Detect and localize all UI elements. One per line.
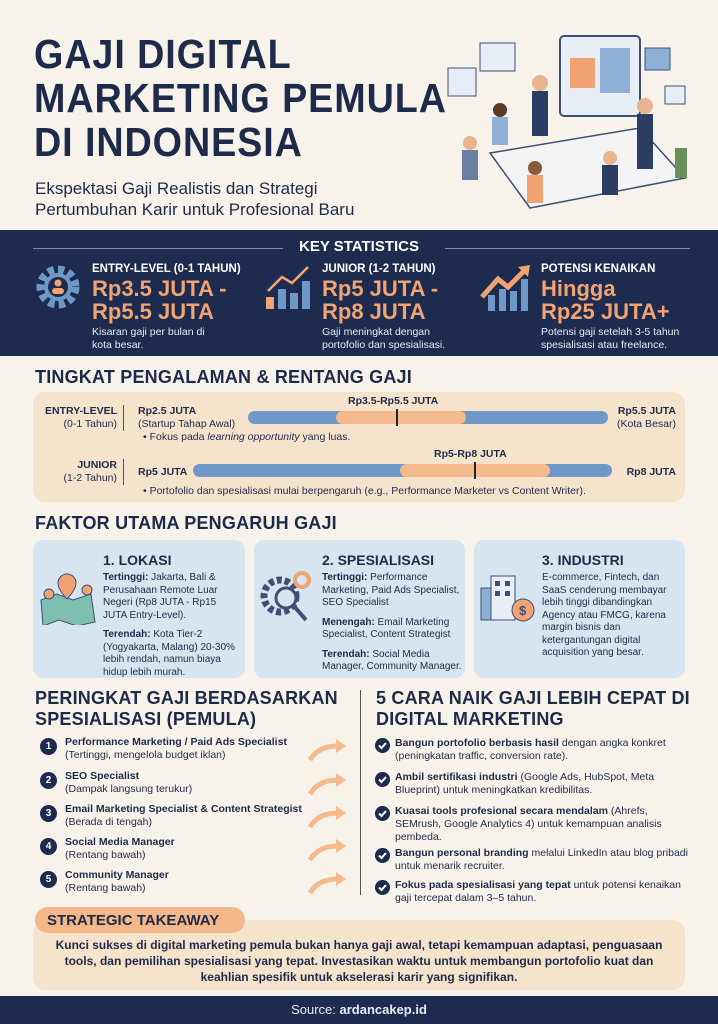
- ranking-item: [40, 836, 340, 862]
- factor-card-industry: [474, 540, 685, 678]
- min-value: Rp2.5 JUTA: [138, 405, 197, 417]
- text: Jakarta, Bali & Perusahaan Remote Luar Negeri (Rp8 JUTA - Rp15 JUTA Entry-Level).: [103, 572, 218, 621]
- tip-bold: Ambil sertifikasi industri: [395, 771, 518, 783]
- entry-min: [138, 405, 235, 431]
- source-link[interactable]: ardancakep.id: [339, 1002, 427, 1017]
- stat-value: Rp3.5 JUTA -: [92, 276, 227, 301]
- level-years: (0-1 Tahun): [63, 418, 117, 430]
- rank-number: 1: [40, 738, 57, 755]
- stat-value: Rp25 JUTA+: [541, 299, 670, 324]
- tip-item: [375, 771, 695, 797]
- junior-max: Rp8 JUTA: [626, 466, 676, 478]
- tips-title: [376, 688, 690, 730]
- junior-range-marker: [474, 462, 476, 479]
- subtitle-line: Ekspektasi Gaji Realistis dan Strategi: [35, 179, 318, 198]
- stat-label: JUNIOR (1-2 TAHUN): [322, 263, 436, 275]
- footer: [0, 996, 718, 1024]
- entry-range-label: Rp3.5-Rp5.5 JUTA: [348, 395, 439, 407]
- bold-label: Tertinggi:: [103, 572, 149, 583]
- ranking-title: [35, 688, 338, 730]
- entry-range-bar: [248, 411, 608, 424]
- check-circle-icon: [375, 848, 390, 863]
- tip-item: [375, 737, 695, 763]
- stat-potential: [541, 263, 679, 352]
- title-line: PERINGKAT GAJI BERDASARKAN: [35, 688, 338, 708]
- tip-text: (Google Ads, HubSpot, Meta Blueprint) untuk meningkatkan kredibilitas.: [395, 771, 655, 796]
- junior-bullet: • Portofolio dan spesialisasi mulai berpengaruh (e.g., Performance Marketer vs Content Writer).: [143, 485, 586, 497]
- building-money-icon: [479, 574, 539, 624]
- stat-junior: [322, 263, 445, 352]
- tip-item: [375, 847, 695, 873]
- stat-label: ENTRY-LEVEL (0-1 TAHUN): [92, 263, 241, 275]
- rank-note: (Rentang bawah): [65, 849, 146, 861]
- title-line: MARKETING PEMULA: [34, 75, 447, 121]
- entry-range-highlight: [336, 411, 466, 424]
- card-paragraph: [103, 629, 241, 679]
- stat-value: Hingga: [541, 276, 616, 301]
- gear-person-icon: [33, 262, 83, 312]
- arrow-icon: [308, 871, 348, 895]
- stat-desc: Kisaran gaji per bulan di: [92, 326, 205, 338]
- check-circle-icon: [375, 880, 390, 895]
- entry-level-label: [40, 405, 124, 431]
- ranking-item: [40, 770, 340, 796]
- check-circle-icon: [375, 806, 390, 821]
- text: Social Media Manager, Community Manager.: [322, 648, 462, 672]
- entry-max: [617, 405, 676, 431]
- ranking-item: [40, 869, 340, 895]
- factor-card-location: [33, 540, 245, 678]
- rank-name: Performance Marketing / Paid Ads Specialist: [65, 736, 287, 748]
- junior-range-bar: [193, 464, 612, 477]
- rank-name: SEO Specialist: [65, 770, 140, 782]
- gear-magnifier-icon: [258, 570, 318, 625]
- title-line: GAJI DIGITAL: [34, 31, 292, 77]
- source-label: Source:: [291, 1002, 340, 1017]
- card-paragraph: [322, 617, 462, 642]
- tip-text: dengan angka konkret (peningkatan traffic, conversion rate).: [395, 737, 666, 762]
- stat-value: Rp5.5 JUTA: [92, 299, 214, 324]
- card-paragraph: [103, 572, 241, 622]
- rank-note: (Rentang bawah): [65, 882, 146, 894]
- level-name: ENTRY-LEVEL: [45, 405, 117, 417]
- card-title: 3. INDUSTRI: [542, 552, 624, 568]
- rank-name: Community Manager: [65, 869, 169, 881]
- bullet-emphasis: learning opportunity: [207, 431, 300, 443]
- rank-note: (Berada di tengah): [65, 816, 152, 828]
- growth-arrow-icon: [480, 265, 532, 313]
- entry-bullet: [143, 431, 350, 444]
- takeaway-title: STRATEGIC TAKEAWAY: [35, 907, 245, 933]
- svg-text:$: $: [519, 603, 527, 618]
- level-years: (1-2 Tahun): [63, 472, 117, 484]
- title-line: SPESIALISASI (PEMULA): [35, 709, 257, 729]
- rank-name: Email Marketing Specialist & Content Strategist: [65, 803, 302, 815]
- arrow-icon: [308, 738, 348, 762]
- stat-value: Rp5 JUTA -: [322, 276, 439, 301]
- rank-number: 5: [40, 871, 57, 888]
- stat-desc: Gaji meningkat dengan: [322, 326, 430, 338]
- arrow-icon: [308, 772, 348, 796]
- card-paragraph: [322, 572, 462, 610]
- tip-item: [375, 805, 695, 844]
- title-line: 5 CARA NAIK GAJI LEBIH CEPAT DI: [376, 688, 690, 708]
- stat-value: Rp8 JUTA: [322, 299, 426, 324]
- stat-desc: portofolio dan spesialisasi.: [322, 339, 446, 351]
- max-note: (Kota Besar): [617, 418, 676, 430]
- card-title: 1. LOKASI: [103, 552, 172, 568]
- tip-bold: Bangun portofolio berbasis hasil: [395, 737, 559, 749]
- key-statistics-title: KEY STATISTICS: [0, 238, 718, 255]
- rank-number: 2: [40, 772, 57, 789]
- tip-bold: Bangun personal branding: [395, 847, 529, 859]
- subtitle: [35, 178, 354, 220]
- bold-label: Terendah:: [322, 648, 370, 660]
- arrow-icon: [308, 838, 348, 862]
- junior-range-label: Rp5-Rp8 JUTA: [434, 448, 507, 460]
- entry-range-marker: [396, 409, 398, 426]
- level-name: JUNIOR: [77, 459, 117, 471]
- tip-text: (Ahrefs, SEMrush, Google Analytics 4) untuk kemampuan analisis pembeda.: [395, 805, 662, 843]
- bullet-text: • Fokus pada: [143, 431, 208, 443]
- subtitle-line: Pertumbuhan Karir untuk Profesional Baru: [35, 200, 355, 219]
- text: Kota Tier-2 (Yogyakarta, Malang) 20-30% lebih rendah, namun biaya hidup lebih murah.: [103, 629, 235, 678]
- tip-bold: Kuasai tools profesional secara mendalam: [395, 805, 608, 817]
- card-title: 2. SPESIALISASI: [322, 552, 435, 568]
- page-title: [34, 32, 447, 164]
- stat-desc: Potensi gaji setelah 3-5 tahun: [541, 326, 680, 338]
- text: Performance Marketing, Paid Ads Specialist, SEO Specialist: [322, 572, 460, 608]
- map-pin-icon: [39, 570, 99, 625]
- tip-text: melalui LinkedIn atau blog pribadi untuk menarik recruiter.: [395, 847, 688, 872]
- stat-label: POTENSI KENAIKAN: [541, 263, 656, 275]
- factors-title: FAKTOR UTAMA PENGARUH GAJI: [35, 513, 337, 533]
- max-value: Rp5.5 JUTA: [617, 405, 676, 417]
- tip-item: [375, 879, 695, 905]
- tip-bold: Fokus pada spesialisasi yang tepat: [395, 879, 571, 891]
- factor-card-specialization: [254, 540, 465, 678]
- bar-chart-up-icon: [264, 265, 314, 313]
- rank-note: (Dampak langsung terukur): [65, 783, 193, 795]
- experience-title: TINGKAT PENGALAMAN & RENTANG GAJI: [35, 367, 412, 387]
- bold-label: Menengah:: [322, 616, 375, 628]
- rank-number: 3: [40, 805, 57, 822]
- stat-entry-level: [92, 263, 241, 352]
- check-circle-icon: [375, 772, 390, 787]
- rank-note: (Tertinggi, mengelola budget iklan): [65, 749, 226, 761]
- stat-desc: kota besar.: [92, 339, 144, 351]
- ranking-item: [40, 736, 340, 762]
- arrow-icon: [308, 805, 348, 829]
- rank-number: 4: [40, 838, 57, 855]
- card-paragraph: [322, 649, 462, 674]
- card-paragraph: E-commerce, Fintech, dan SaaS cenderung membayar lebih tinggi dibandingkan Agency atau FMCG, karena margin bisnis dan ketergantungan digital acquisition yang besar.: [542, 572, 667, 658]
- ranking-item: [40, 803, 340, 829]
- title-line: DIGITAL MARKETING: [376, 709, 564, 729]
- stat-desc: spesialisasi atau freelance.: [541, 339, 668, 351]
- check-circle-icon: [375, 738, 390, 753]
- column-divider: [360, 690, 361, 895]
- tip-text: untuk potensi kenaikan gaji tercepat dalam 3–5 tahun.: [395, 879, 681, 904]
- rank-name: Social Media Manager: [65, 836, 175, 848]
- bold-label: Tertinggi:: [322, 572, 368, 583]
- bold-label: Terendah:: [103, 629, 151, 640]
- office-meeting-illustration: [440, 28, 710, 228]
- junior-min: Rp5 JUTA: [138, 466, 188, 478]
- junior-label: [40, 459, 124, 485]
- title-line: DI INDONESIA: [34, 119, 303, 165]
- bullet-text: yang luas.: [299, 431, 351, 443]
- takeaway-text: Kunci sukses di digital marketing pemula bukan hanya gaji awal, tetapi kemampuan adaptasi, penguasaan tools, dan pemilihan spesialisasi yang tepat. Investasikan waktu untuk membangun portofolio kuat dan keahlian spesifik untuk akselerasi karir yang signifikan.: [55, 938, 663, 984]
- min-note: (Startup Tahap Awal): [138, 418, 236, 430]
- text: Email Marketing Specialist, Content Strategist: [322, 616, 451, 640]
